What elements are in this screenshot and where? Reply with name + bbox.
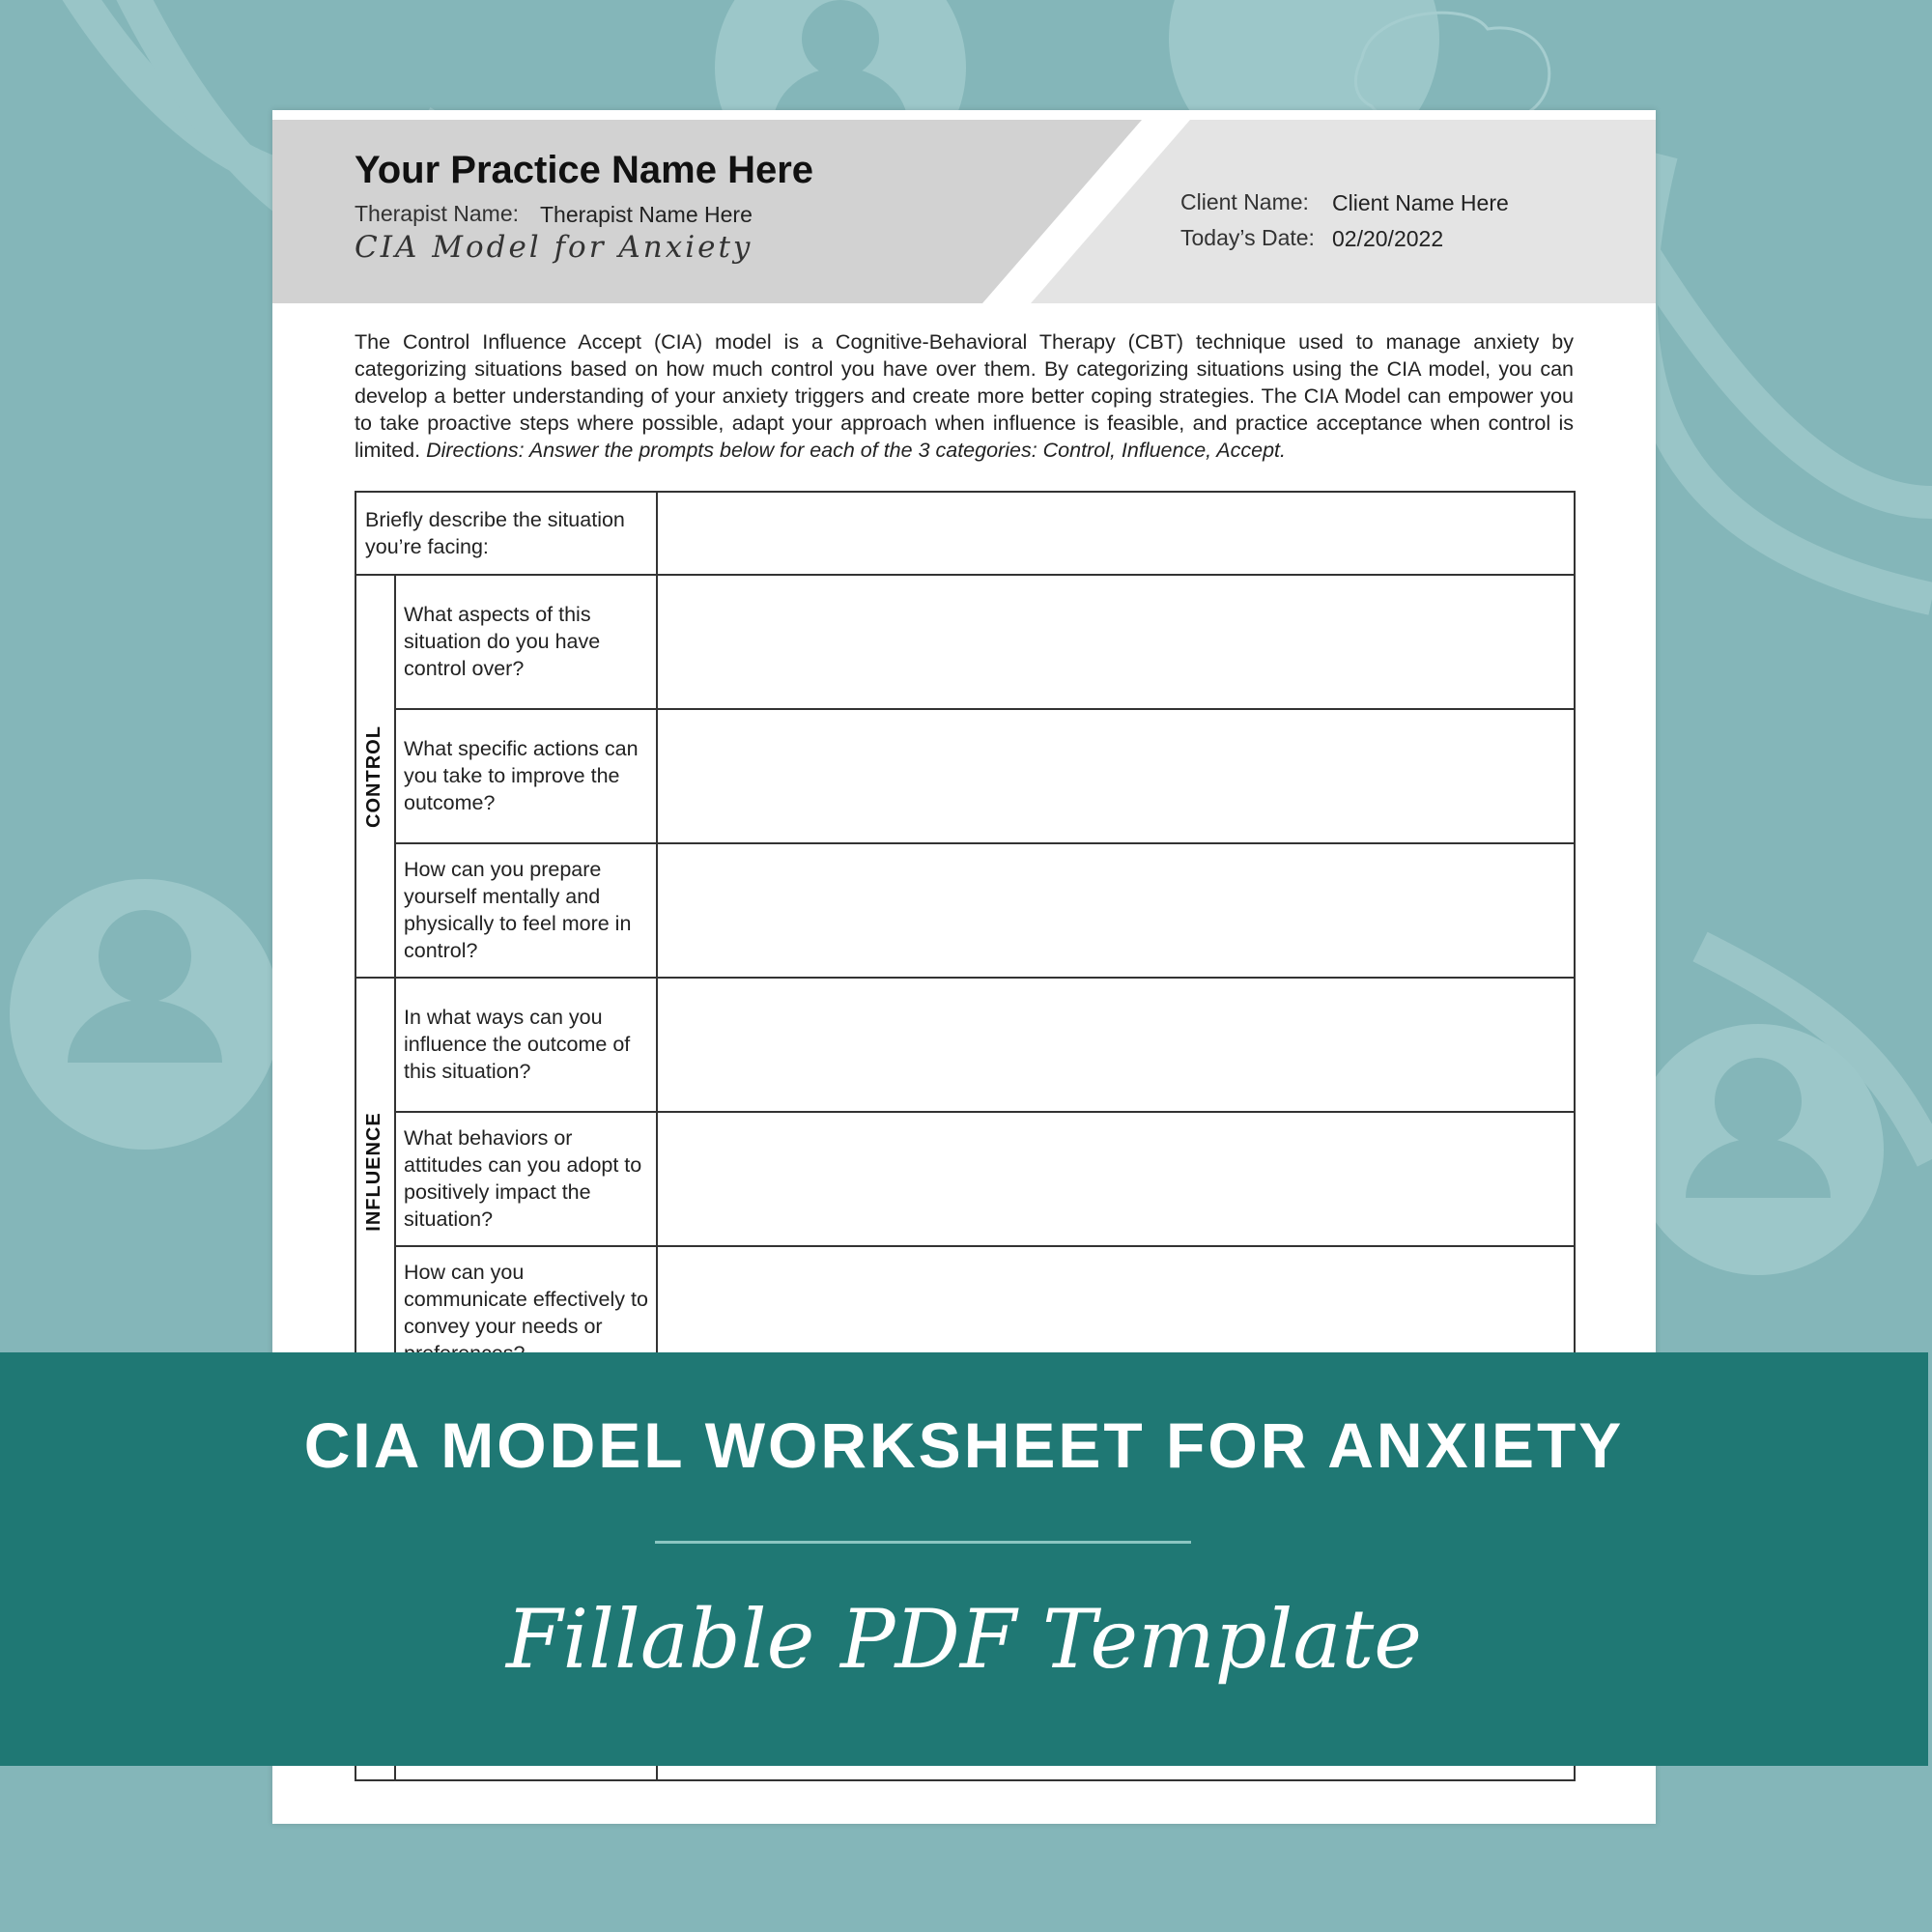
- influence-prompt-3: How can you communicate effectively to convey your needs or: [404, 1261, 648, 1338]
- control-prompt-1: What aspects of this situation do you have control over?: [404, 603, 601, 680]
- section-label-influence: INFLUENCE: [363, 1112, 384, 1232]
- banner-subtitle: Fillable PDF Template: [506, 1592, 1422, 1687]
- intro-directions: Directions: Answer the prompts below for each of the 3 categories: Control, Influence, Accept.: [426, 439, 1287, 462]
- intro-paragraph: [355, 328, 1574, 464]
- control-prompt-3: How can you prepare yourself mentally and physically to feel more in control?: [404, 858, 632, 962]
- form-title: CIA Model for Anxiety: [355, 230, 753, 265]
- row-divider: [394, 1245, 1574, 1247]
- row-divider: [356, 977, 1574, 979]
- situation-answer-field[interactable]: [660, 495, 1572, 572]
- row-divider: [394, 708, 1574, 710]
- control-answer-field-2[interactable]: [660, 712, 1572, 840]
- influence-prompt-1: In what ways can you influence the outcome of this situation?: [404, 1006, 631, 1083]
- situation-prompt: Briefly describe the situation you’re facing:: [365, 508, 625, 558]
- influence-answer-field-2[interactable]: [660, 1115, 1572, 1243]
- influence-prompt-2: What behaviors or attitudes can you adopt to positively impact the situation?: [404, 1126, 642, 1231]
- date-field[interactable]: 02/20/2022: [1332, 226, 1444, 251]
- client-field[interactable]: Client Name Here: [1332, 190, 1509, 215]
- title-banner: [0, 1352, 1928, 1766]
- date-label: Today’s Date:: [1180, 225, 1315, 250]
- row-divider: [356, 574, 1574, 576]
- control-prompt-2: What specific actions can you take to improve the outcome?: [404, 737, 639, 814]
- intro-body: The Control Influence Accept (CIA) model is a Cognitive-Behavioral Therapy (CBT) technique used to manage anxiety by categorizing situations based on how much control you have over them. By categorizing situations using the CIA model, you can develop a better understanding of your anxiety triggers and create more better coping strategies. The CIA Model can empower you to take proactive steps where possible, adapt your approach when influence is feasible, and practice acceptance when control is limited.: [355, 330, 1574, 462]
- banner-divider: [655, 1541, 1191, 1544]
- row-divider: [394, 842, 1574, 844]
- control-answer-field-1[interactable]: [660, 578, 1572, 706]
- therapist-field[interactable]: Therapist Name Here: [540, 202, 753, 227]
- banner-title: CIA MODEL WORKSHEET FOR ANXIETY: [303, 1409, 1625, 1481]
- practice-name: Your Practice Name Here: [355, 149, 814, 191]
- influence-answer-field-1[interactable]: [660, 980, 1572, 1109]
- control-answer-field-3[interactable]: [660, 846, 1572, 975]
- client-label: Client Name:: [1180, 189, 1309, 214]
- therapist-label: Therapist Name:: [355, 201, 520, 226]
- row-divider: [394, 1111, 1574, 1113]
- section-label-control: CONTROL: [363, 725, 384, 828]
